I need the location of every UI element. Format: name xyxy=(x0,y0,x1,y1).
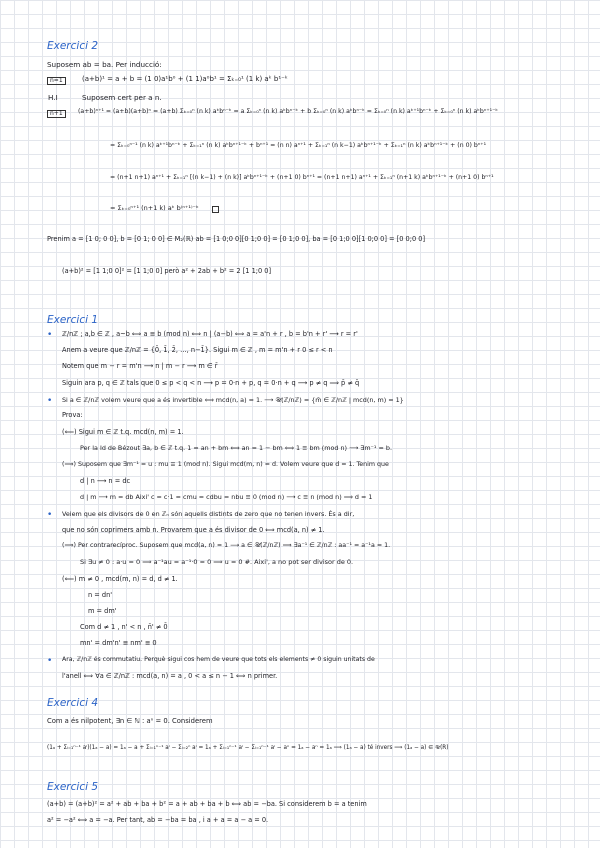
ex1-b2-line-4: (⟹) Suposem que ∃m⁻¹ = u : mu ≡ 1 (mod n). Sigui mcd(m, n) = d. Volem veure que d = 1. Tenim que xyxy=(62,461,389,468)
ex1-b3-line-8: Com d ≠ 1 , n' < n , n̄' ≠ 0̄ xyxy=(80,623,168,631)
ex1-b2-line-1: Si a ∈ ℤ/nℤ volem veure que a és invertible ⟺ mcd(n, a) = 1. ⟶ 𝒰(ℤ/nℤ) = {m̄ ∈ ℤ/nℤ | mcd(n, m) = 1} xyxy=(62,396,404,404)
ex1-b3-line-1: Veiem que els divisors de 0 en ℤₙ són aquells distints de zero que no tenen invers. És a dir, xyxy=(62,510,355,518)
ex1-b2-line-6: d | m ⟶ m = db Aixi' c = c·1 = cmu = cdbu = nbu ≡ 0 (mod n) ⟶ c ≡ n (mod n) ⟹ d = 1 xyxy=(80,493,373,501)
ex1-b3-line-5: (⟸) m ≠ 0 , mcd(m, n) = d, d ≠ 1. xyxy=(62,575,178,583)
ex1-b1-line-1: ℤ/nℤ ; a,b ∈ ℤ , a~b ⟺ a ≡ b (mod n) ⟺ n | (a−b) ⟺ a = a'n + r , b = b'n + r' ⟶ r = r' xyxy=(62,330,358,338)
heading-exercici-1: Exercici 1 xyxy=(47,314,99,326)
induction-line-4: = Σₖ₌₀ⁿ⁺¹ (n+1 k) aᵏ b⁽ⁿ⁺¹⁾⁻ᵏ xyxy=(110,204,199,212)
ex1-b4-line-1: Ara, ℤ/nℤ és commutatiu. Perquè sigui cos hem de veure que tots els elements ≠ 0 siguin unitats de xyxy=(62,656,375,663)
ex1-b2-line-3: Per la Id de Bézout ∃a, b ∈ ℤ t.q. 1 = an + bm ⟺ an = 1 − bm ⟺ 1 ≡ bm (mod n) ⟶ ∃m⁻¹ = b. xyxy=(80,444,392,452)
ex1-proof-label: Prova: xyxy=(62,411,83,419)
qed-square xyxy=(212,206,219,213)
ex1-b3-line-6: n = dn' xyxy=(88,591,113,599)
ex1-b1-line-3: Notem que m − r = m'n ⟶ n | m − r ⟶ m ∈ r̄ xyxy=(62,362,218,370)
ex1-b2-line-5: d | n ⟶ n = dc xyxy=(80,477,131,485)
inductive-step-tag: n+1 xyxy=(47,110,66,118)
counterexample-square: (a+b)² = [1 1;0 0]² = [1 1;0 0] però a² + 2ab + b² = 2 [1 1;0 0] xyxy=(62,267,272,275)
counterexample-matrices: Prenim a = [1 0; 0 0], b = [0 1; 0 0] ∈ M₂(ℝ) ab = [1 0;0 0][0 1;0 0] = [0 1;0 0], ba = [0 1;0 0][1 0;0 0] = [0 0;0 0] xyxy=(47,235,426,243)
induction-line-3: = (n+1 n+1) aⁿ⁺¹ + Σₖ₌₁ⁿ [(n k−1) + (n k)] aᵏbⁿ⁺¹⁻ᵏ + (n+1 0) bⁿ⁺¹ = (n+1 n+1) aⁿ⁺¹ + Σₖ₌₁ⁿ (n+1 k) aᵏbⁿ⁺¹⁻ᵏ + (n+1 0) bⁿ⁺¹ xyxy=(110,174,494,181)
ex1-b3-line-4: Si ∃u ≠ 0 : a·u = 0 ⟹ a⁻¹au = a⁻¹·0 = 0 ⟹ u = 0 #. Aixi', a no pot ser divisor de 0. xyxy=(80,558,354,566)
bullet-4: • xyxy=(47,656,53,666)
hypothesis-line: Suposem cert per a n. xyxy=(82,93,162,102)
ex1-b1-line-4: Siguin ara p, q ∈ ℤ tals que 0 ≤ p < q < n ⟶ p = 0·n + p, q = 0·n + q ⟶ p ≠ q ⟹ p̄ ≠ q̄ xyxy=(62,379,360,387)
ex1-b4-line-2: l'anell ⟺ ∀a ∈ ℤ/nℤ : mcd(a, n) = a , 0 < a ≤ n − 1 ⟺ n primer. xyxy=(62,672,278,680)
heading-exercici-5: Exercici 5 xyxy=(47,781,99,793)
ex1-b3-line-7: m = dm' xyxy=(88,607,117,615)
ex4-line-2: (1ₐ + Σᵢ₌₁ⁿ⁻¹ aⁱ)(1ₐ − a) = 1ₐ − a + Σᵢ₌₁ⁿ⁻¹ aⁱ − Σᵢ₌₂ⁿ aⁱ = 1ₐ + Σᵢ₌₁ⁿ⁻¹ aⁱ − Σᵢ₌₁ⁿ⁻¹ aⁱ − aⁿ = 1ₐ − aⁿ = 1ₐ ⟹ (1ₐ − a) té invers ⟹ (1ₐ − a) ∈ 𝒰(R) xyxy=(47,745,449,751)
induction-line-1: (a+b)ⁿ⁺¹ = (a+b)(a+b)ⁿ = (a+b) Σₖ₌₀ⁿ (n k) aᵏbⁿ⁻ᵏ = a Σₖ₌₀ⁿ (n k) aᵏbⁿ⁻ᵏ + b Σₖ₌₀ⁿ (n k) aᵏbⁿ⁻ᵏ = Σₖ₌₀ⁿ (n k) aᵏ⁺¹bⁿ⁻ᵏ + Σₖ₌₀ⁿ (n k) aᵏbⁿ⁺¹⁻ᵏ xyxy=(78,108,498,115)
ex1-b3-line-9: mn' = dm'n' ≡ nm' ≡ 0 xyxy=(80,639,157,647)
ex1-b1-line-2: Anem a veure que ℤ/nℤ = {0̄, 1̄, 2̄, …, n−1̄}. Sigui m ∈ ℤ , m = m'n + r 0 ≤ r < n xyxy=(62,346,333,354)
base-case-line: (a+b)¹ = a + b = (1 0)a¹b⁰ + (1 1)a⁰b¹ = Σₖ₌₀¹ (1 k) aᵏ b¹⁻ᵏ xyxy=(82,75,288,83)
induction-line-2: = Σₖ₌₀ⁿ⁻¹ (n k) aᵏ⁺¹bⁿ⁻ᵏ + Σₖ₌₁ⁿ (n k) aᵏbⁿ⁺¹⁻ᵏ + bⁿ⁺¹ = (n n) aⁿ⁺¹ + Σₖ₌₁ⁿ (n k−1) aᵏbⁿ⁺¹⁻ᵏ + Σₖ₌₁ⁿ (n k) aᵏbⁿ⁺¹⁻ᵏ + (n 0) bⁿ⁺¹ xyxy=(110,142,487,149)
bullet-3: • xyxy=(47,510,53,520)
ex1-b3-line-3: (⟹) Per contrarecíproc. Suposem que mcd(a, n) = 1 ⟶ a ∈ 𝒰(ℤ/nℤ) ⟹ ∃a⁻¹ ∈ ℤ/nℤ : aa⁻¹ = a⁻¹a = 1. xyxy=(62,542,391,549)
bullet-1: • xyxy=(47,330,53,340)
ex1-b2-line-2: (⟸) Sigui m ∈ ℤ t.q. mcd(n, m) = 1. xyxy=(62,428,184,436)
ex1-b3-line-2: que no són coprimers amb n. Provarem que a és divisor de 0 ⟺ mcd(a, n) ≠ 1. xyxy=(62,526,325,534)
hypothesis-tag: H.I xyxy=(48,93,58,102)
bullet-2: • xyxy=(47,396,53,406)
ex5-line-1: (a+b) = (a+b)² = a² + ab + ba + b² = a + ab + ba + b ⟺ ab = −ba. Si considerem b = a tenim xyxy=(47,800,367,808)
ex4-line-1: Com a és nilpotent, ∃n ∈ ℕ : aⁿ = 0. Considerem xyxy=(47,717,213,725)
base-case-tag: n=1 xyxy=(47,77,66,85)
ex2-intro: Suposem ab = ba. Per inducció: xyxy=(47,60,162,69)
ex5-line-2: a² = −a² ⟺ a = −a. Per tant, ab = −ba = ba , i a + a = a − a = 0. xyxy=(47,816,269,824)
heading-exercici-4: Exercici 4 xyxy=(47,697,99,709)
heading-exercici-2: Exercici 2 xyxy=(47,40,99,52)
